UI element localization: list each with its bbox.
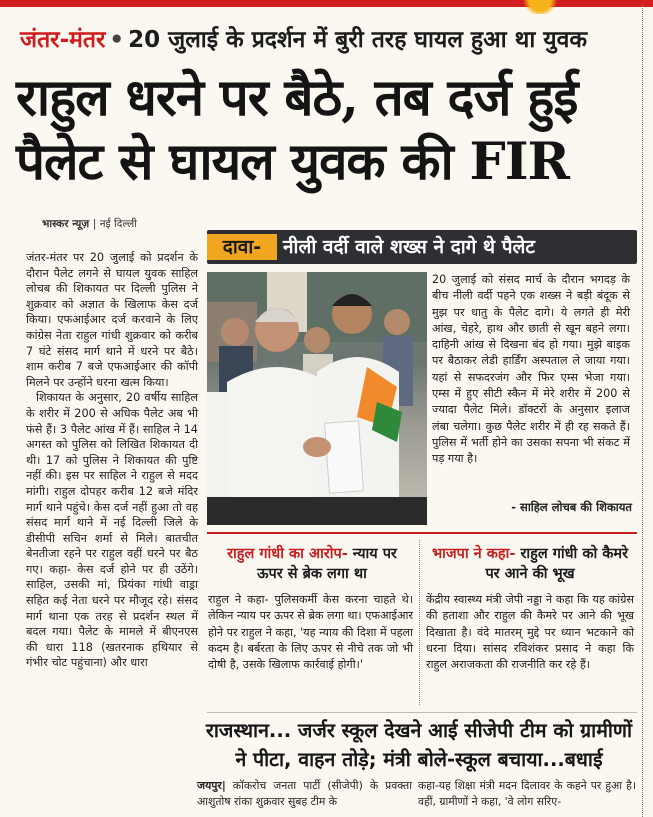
bjp-body: केंद्रीय स्वास्थ्य मंत्री जेपी नड्डा ने कहा कि यह कांग्रेस की हताशा और राहुल की कैमरे पर आने की भूख दिखाता है। वंदे मातरम् मुद्दे पर ध्यान भटकाने को धरना दिया। सांसद रविशंकर प्रसाद ने कहा कि राहुल अराजकता की राजनीति कर रहे हैं। [426, 593, 634, 672]
main-story-paragraph-2: शिकायत के अनुसार, 20 वर्षीय साहिल के शरीर में 200 से अधिक पैलेट अब भी फंसे हैं। 3 पैलेट आंख में हैं। साहिल ने 14 अगस्त को पुलिस को लिखित शिकायत दी थी। 17 को पुलिस ने शिकायत की पुष्टि नहीं की। इस पर साहिल ने राहुल से मदद मांगी। राहुल दोपहर करीब 12 बजे मंदिर मार्ग थाने पहुंचे। केस दर्ज नहीं हुआ तो वह संसद मार्ग थाने में नई दिल्ली जिले के डीसीपी सचिन शर्मा से मिले। बातचीत बेनतीजा रहने पर राहुल वहीं धरने पर बैठ गए। कहा- केस दर्ज होने पर ही उठेंगे। साहिल, उसकी मां, प्रियंका गांधी वाड्रा सहित कई नेता धरने पर मौजूद रहे। संसद मार्ग थाना एक तरह से प्रदर्शन स्थल में बदल गया। पैलेट के मामले में बीएनएस की धारा 118 (खतरनाक हथियार से गंभीर चोट पहुंचाना) और धारा [26, 391, 198, 670]
claim-tag: दावा- [207, 234, 277, 260]
headline-line-1: राहुल धरने पर बैठे, तब दर्ज हुई [16, 68, 578, 128]
rajasthan-headline-line-2: ने पीटा, वाहन तोड़े; मंत्री बोले-स्कूल बचाया...बधाई [235, 748, 603, 771]
bjp-title-rest: राहुल गांधी को कैमरे पर आने की भूख [485, 546, 629, 582]
page-column-divider [642, 5, 643, 817]
allegation-title-rest: न्याय पर ऊपर से ब्रेक लगा था [257, 546, 397, 582]
allegation-title-red: राहुल गांधी का आरोप- [227, 546, 348, 562]
claim-text: नीली वर्दी वाले शख्स ने दागे थे पैलेट [283, 236, 535, 258]
rajasthan-column-1 [197, 778, 412, 810]
byline-city: | नई दिल्ली [92, 218, 137, 230]
news-photo [207, 272, 427, 525]
rajasthan-headline [196, 716, 642, 774]
sun-logo-icon [520, 0, 560, 14]
complaint-signature: - साहिल लोचब की शिकायत [511, 500, 632, 514]
headline-line-2: पैलेट से घायल युवक की FIR [16, 132, 569, 192]
kicker-line [20, 22, 640, 54]
kicker-place: जंतर-मंतर [20, 27, 106, 53]
main-headline [16, 66, 641, 194]
kicker-text: 20 जुलाई के प्रदर्शन में बुरी तरह घायल हुआ था युवक [128, 27, 588, 53]
bullet-icon: • [109, 27, 125, 53]
allegation-title [212, 544, 412, 584]
rajasthan-column-1-text: कॉकरोच जनता पार्टी (सीजेपी) के प्रवक्ता आशुतोष रांका शुक्रवार सुबह टीम के [197, 779, 412, 808]
allegation-body: राहुल ने कहा- पुलिसकर्मी केस करना चाहते थे। लेकिन न्याय पर ऊपर से ब्रेक लगा था। एफआईआर होने पर राहुल ने कहा, 'यह न्याय की दिशा में पहला कदम है। बर्बरता के लिए ऊपर से नीचे तक जो भी दोषी है, उसके खिलाफ कार्रवाई होगी।' [208, 593, 413, 672]
rajasthan-column-2: कहा-यह शिक्षा मंत्री मदन दिलावर के कहने पर हुआ है। वहीं, ग्रामीणों ने कहा, 'वे लोग सरिए- [418, 779, 636, 808]
rajasthan-dateline: जयपुर| [197, 779, 226, 792]
byline-agency: भास्कर न्यूज़ [42, 218, 90, 230]
bjp-title [425, 544, 635, 584]
main-story-paragraph-1: जंतर-मंतर पर 20 जुलाई को प्रदर्शन के दौरान पैलेट लगने से घायल युवक साहिल लोचब की शिकायत पर दिल्ली पुलिस ने शुक्रवार को अज्ञात के खिलाफ केस दर्ज किया। एफआईआर दर्ज करवाने के लिए कांग्रेस नेता राहुल गांधी शुक्रवार को करीब 7 घंटे संसद मार्ग थाने में धरने पर बैठे। शाम करीब 7 बजे एफआईआर की कॉपी मिलने पर उन्होंने धरना खत्म किया। [26, 251, 198, 389]
photo-illustration [207, 272, 427, 525]
bjp-title-red: भाजपा ने कहा- [431, 546, 516, 562]
section-divider [207, 712, 637, 713]
main-story-column [26, 250, 198, 671]
reactions-divider [419, 540, 420, 705]
complaint-text: 20 जुलाई को संसद मार्च के दौरान भगदड़ के बीच नीली वर्दी पहने एक शख्स ने बड़ी बंदूक से मुझ पर धातु के पैलेट दागे। ये लगते ही मेरी आंख, चेहरे, हाथ और छाती से खून बहने लगा। दाहिनी आंख से दिखना बंद हो गया। मुझे बाइक पर बैठाकर लेडी हार्डिंग अस्पताल ले जाया गया। यहां से सफदरजंग और फिर एम्स भेजा गया। एम्स में हुए सीटी स्कैन में मेरे शरीर में 200 से ज्यादा पैलेट मिले। डॉक्टरों के अनुसार इलाज लंबा चलेगा। कुछ पैलेट शरीर में ही रह सकते हैं। पुलिस में भर्ती होने का उसका सपना भी संकट में पड़ गया है। [432, 273, 630, 466]
byline [42, 217, 137, 231]
rajasthan-headline-line-1: राजस्थान... जर्जर स्कूल देखने आई सीजेपी टीम को ग्रामीणों [205, 719, 633, 742]
